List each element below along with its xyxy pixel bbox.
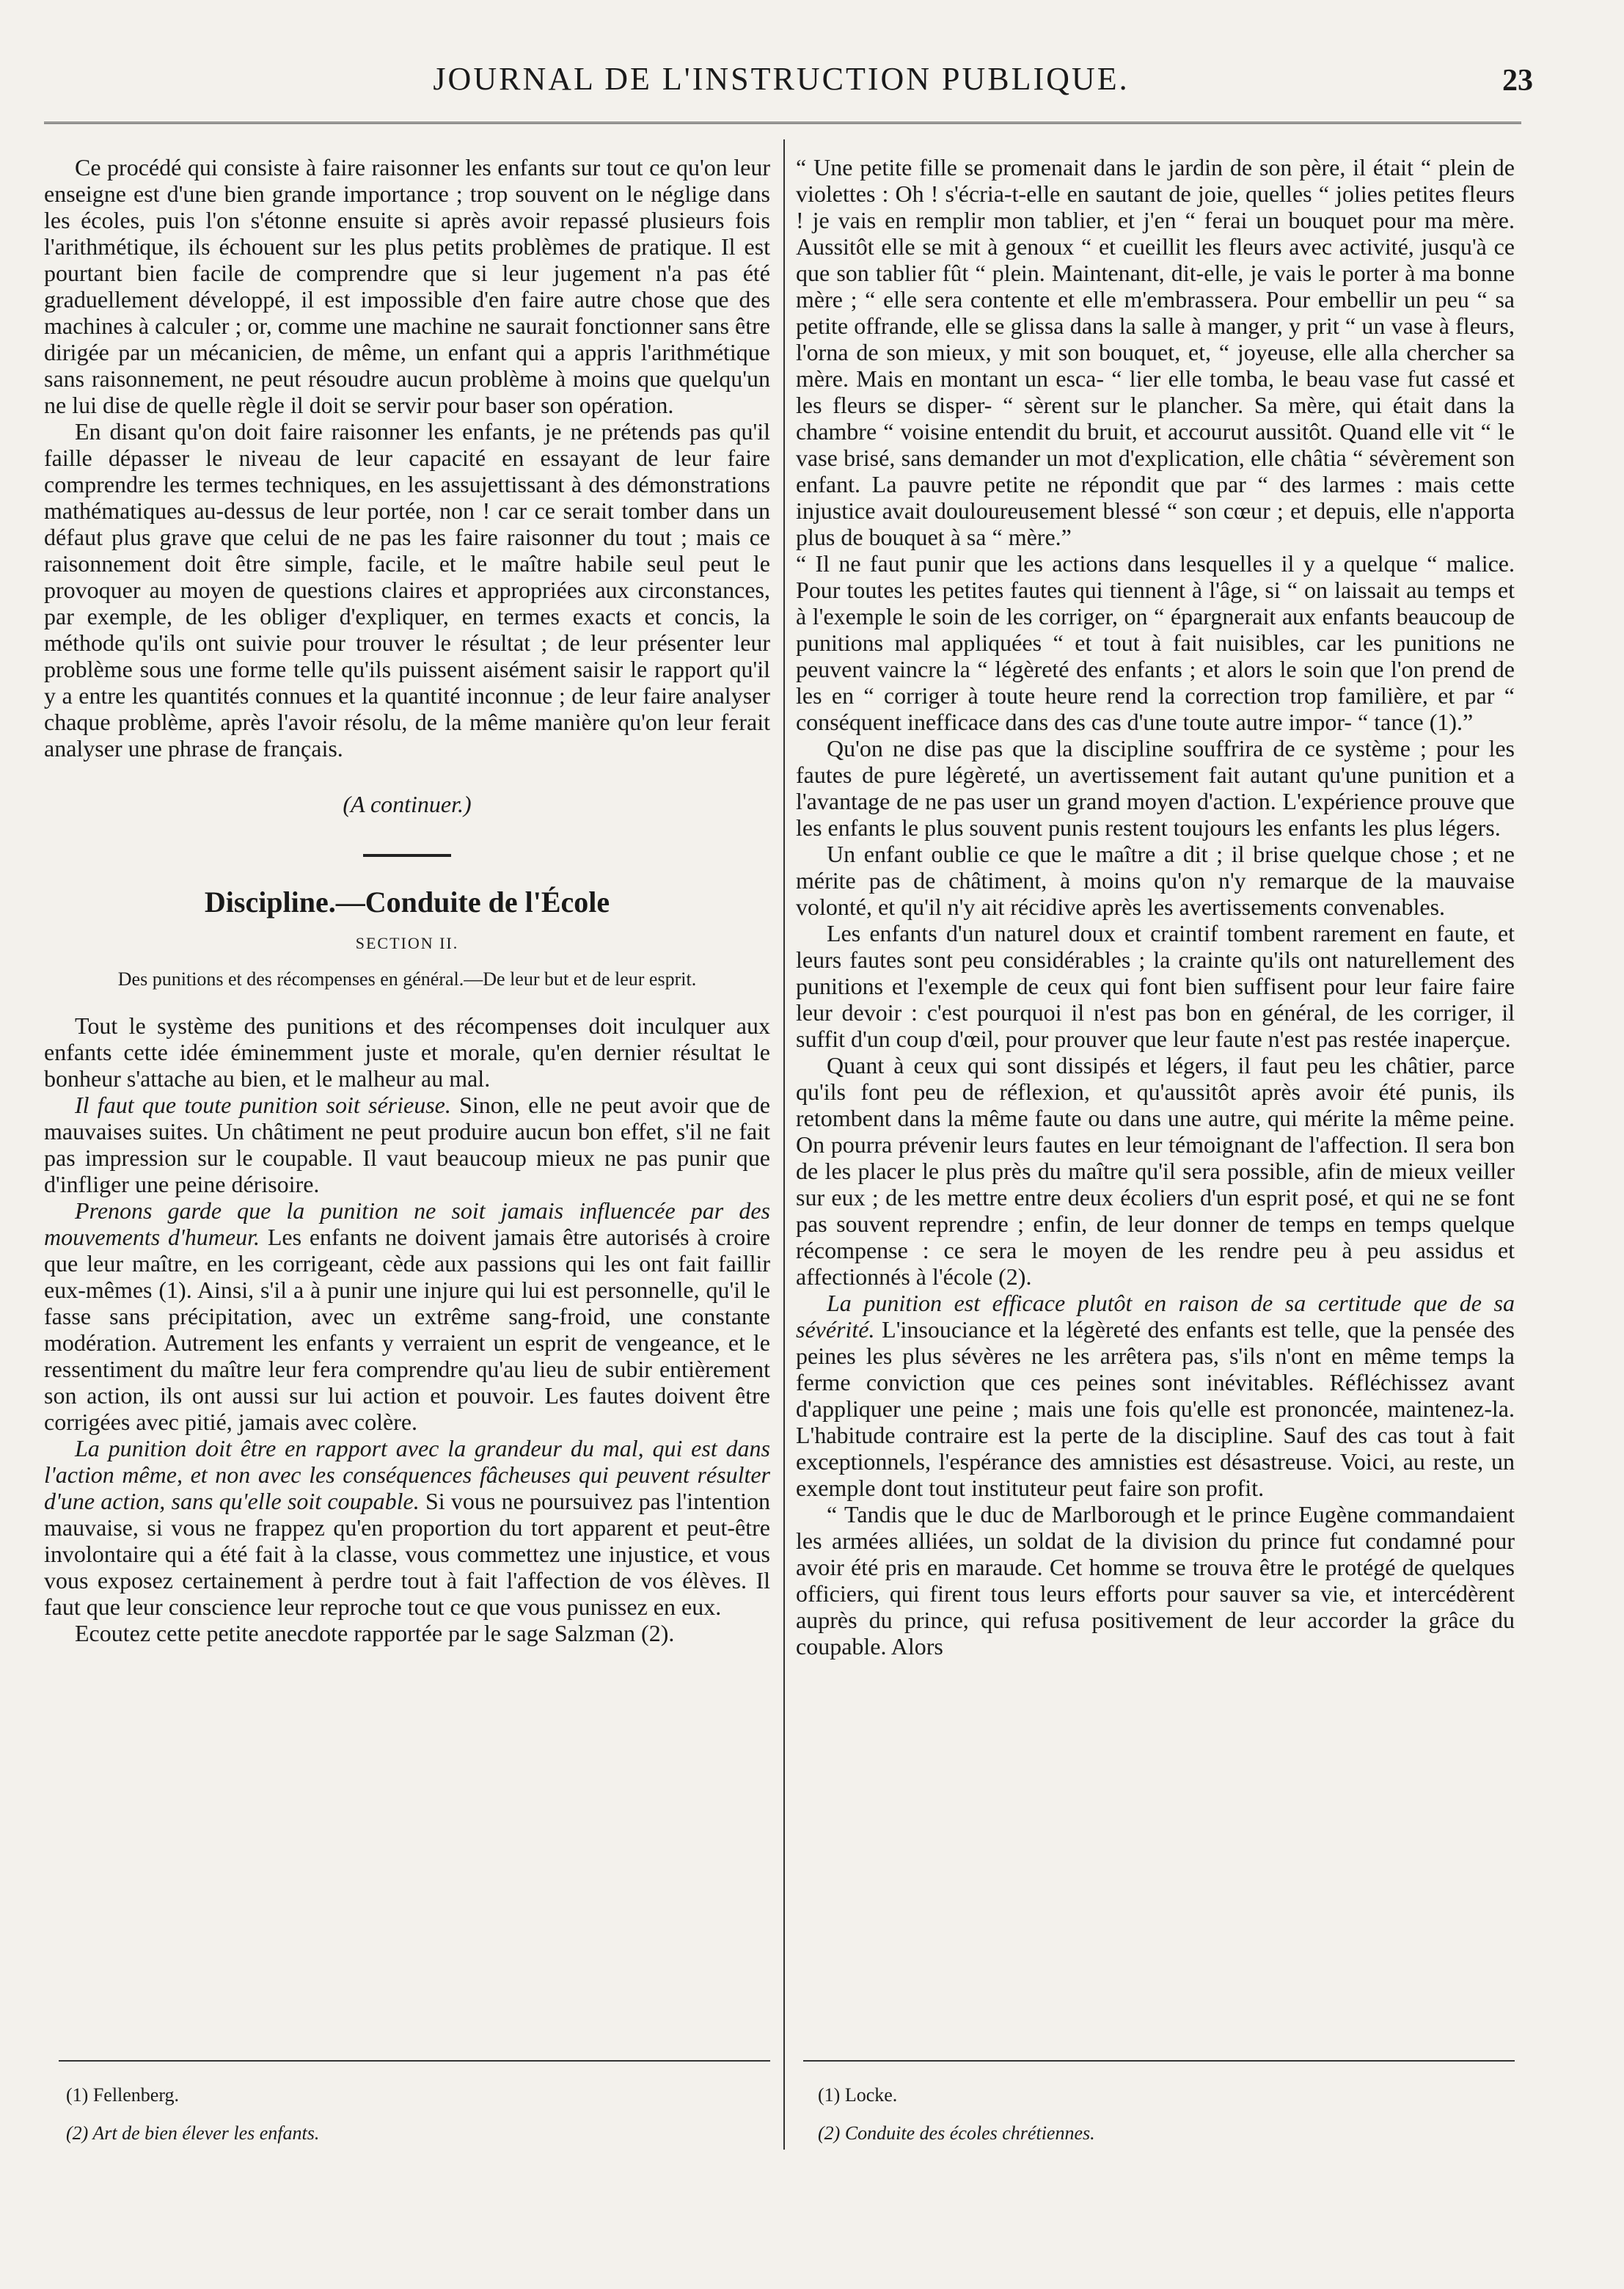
footnote-rule-left [59, 2060, 770, 2062]
page-number: 23 [1502, 64, 1533, 98]
left-column [44, 154, 770, 1646]
header-rule [44, 122, 1521, 124]
continued-note: (A continuer.) [343, 791, 472, 817]
paragraph: Un enfant oublie ce que le maître a dit ; il brise quelque chose ; et ne mérite pas de châtiment, à moins qu'on n'y remarque de la mauvaise volonté, et qu'il n'y ait récidive après les avertissements convenables. [796, 841, 1515, 920]
section-number: SECTION II. [355, 934, 459, 952]
paragraph: Les enfants d'un naturel doux et craintif tombent rarement en faute, et leurs fautes sont peu considérables ; la crainte qu'ils ont naturellement des punitions et l'exemple de ceux qui font bien suffisent pour leur faire faire leur devoir : c'est pourquoi il n'est pas bon en général, de les corriger, il suffit d'un coup d'œil, pour prouver que leur faute n'est pas restée inaperçue. [796, 920, 1515, 1052]
italic-lead: La punition est efficace plutôt en raison de sa certitude que de sa sévérité. [796, 1290, 1515, 1343]
italic-lead: Il faut que toute punition soit sérieuse. [75, 1092, 451, 1118]
italic-lead: La punition doit être en rapport avec la grandeur du mal, qui est dans l'action même, et non avec les conséquences fâcheuses qui peuvent résulter d'une action, sans qu'elle soit coupable. [44, 1435, 770, 1514]
paragraph [796, 1290, 1515, 1501]
paragraph-text: L'insouciance et la légèreté des enfants est telle, que la pensée des peines les plus sévères ne les arrêtera pas, s'ils n'ont en même temps la ferme conviction que ces peines sont inévitables. Réfléchissez avant d'appliquer une peine ; mais une fois qu'elle est prononcée, maintenez-la. L'habitude contraire est la perte de la discipline. Sauf des cas tout à fait exceptionnels, l'espérance des amnisties est désastreuse. Voici, au reste, un exemple dont tout instituteur peut faire son profit. [796, 1316, 1515, 1501]
paragraph-text: Sinon, elle ne peut avoir que de mauvaises suites. Un châtiment ne peut produire aucun bon effet, s'il ne fait pas impression sur le coupable. Il vaut beaucoup mieux ne pas punir que d'infliger une peine dérisoire. [44, 1092, 771, 1197]
paragraph: “ Tandis que le duc de Marlborough et le prince Eugène commandaient les armées alliées, un soldat de la division du prince fut condamné pour avoir été pris en maraude. Cet homme se trouva être le protégé de quelques officiers, qui firent tous leurs efforts pour sauver sa vie, et intercédèrent auprès du prince, qui refusa positivement de leur accorder la grâce du coupable. Alors [796, 1501, 1515, 1660]
footnote: (2) Art de bien élever les enfants. [66, 2122, 320, 2144]
right-column [796, 154, 1515, 1660]
footnote-rule-right [803, 2060, 1515, 2062]
paragraph [44, 1092, 770, 1197]
paragraph: Ecoutez cette petite anecdote rapportée par le sage Salzman (2). [75, 1620, 675, 1646]
footnote: (1) Fellenberg. [66, 2084, 180, 2106]
italic-lead: Prenons garde que la punition ne soit jamais influencée par des mouvements d'humeur. [44, 1197, 770, 1250]
journal-title: JOURNAL DE L'INSTRUCTION PUBLIQUE. [433, 61, 1130, 97]
paragraph [44, 1197, 770, 1435]
section-separator [363, 854, 451, 857]
section-title: Discipline.—Conduite de l'École [204, 886, 610, 919]
paragraph [44, 1435, 770, 1620]
footnote: (2) Conduite des écoles chrétiennes. [818, 2122, 1095, 2144]
paragraph: Quant à ceux qui sont dissipés et légers, il faut peu les châtier, parce qu'ils font peu de réflexion, et qu'aussitôt après avoir été punis, ils retombent dans la même faute ou dans une autre, qui mérite la même peine. On pourra prévenir leurs fautes en leur témoignant de l'affection. Il sera bon de les placer le plus près du maître qu'il sera possible, afin de mieux veiller sur eux ; de les mettre entre deux écoliers d'un esprit posé, et qui ne se font pas souvent reprendre ; enfin, de leur donner de temps en temps quelque récompense : ce sera le moyen de les rendre peu à peu assidus et affectionnés à l'école (2). [796, 1052, 1515, 1290]
paragraph: Ce procédé qui consiste à faire raisonner les enfants sur tout ce qu'on leur enseigne est d'une bien grande importance ; trop souvent on le néglige dans les écoles, puis l'on s'étonne ensuite si après avoir repassé plusieurs fois l'arithmétique, ils échouent sur les plus petits problèmes de pratique. Il est pourtant bien facile de comprendre que si leur jugement n'a pas été graduellement développé, il est impossible d'en faire autre chose que des machines à calculer ; or, comme une machine ne saurait fonctionner sans être dirigée par un mécanicien, de même, un enfant qui a appris l'arithmétique sans raisonnement, ne peut résoudre aucun problème à moins que quelqu'un ne lui dise de quelle règle il doit se servir pour baser son opération. [44, 154, 770, 418]
paragraph-text: Si vous ne poursuivez pas l'intention mauvaise, si vous ne frappez qu'en proportion du tort apparent et peut-être involontaire qui a été fait à la classe, vous commettez une injustice, et vous vous exposez certainement à perdre tout à fait l'affection de vos élèves. Il faut que leur conscience leur reproche tout ce que vous punissez en eux. [44, 1488, 771, 1620]
quoted-paragraph: “ Il ne faut punir que les actions dans lesquelles il y a quelque “ malice. Pour toutes les petites fautes qui tiennent à l'âge, si “ on laissait au temps et à l'exemple le soin de les corriger, on “ épargnerait aux enfants beaucoup de punitions mal appliquées “ et tout à fait nuisibles, car les punitions ne peuvent vaincre la “ légèreté des enfants ; et alors le soin que l'on prend de les en “ corriger à toute heure rend la correction trop familière, et par “ conséquent inefficace dans des cas d'une toute autre impor- “ tance (1).” [796, 550, 1515, 735]
page-header [44, 60, 1533, 112]
paragraph: Qu'on ne dise pas que la discipline souffrira de ce système ; pour les fautes de pure légèreté, un avertissement fait autant qu'une punition et a l'avantage de ne pas user un grand moyen d'action. L'expérience prouve que les enfants le plus souvent punis restent toujours les enfants les plus légers. [796, 735, 1515, 841]
footnote: (1) Locke. [818, 2084, 898, 2106]
paragraph: Tout le système des punitions et des récompenses doit inculquer aux enfants cette idée éminemment juste et morale, qu'en dernier résultat le bonheur s'attache au bien, et le malheur au mal. [44, 1012, 770, 1092]
paragraph-text: Les enfants ne doivent jamais être autorisés à croire que leur maître, en les corrigeant, cède aux passions qui les ont fait faillir eux-mêmes (1). Ainsi, s'il a à punir une injure qui lui est personnelle, qu'il le fasse sans précipitation, avec un extrême sang-froid, une constante modération. Autrement les enfants y verraient un esprit de vengeance, et le ressentiment du maître leur fera comprendre qu'au lieu de subir entièrement son action, ils ont aussi sur lui action et pouvoir. Les fautes doivent être corrigées avec pitié, jamais avec colère. [44, 1224, 771, 1435]
section-description: Des punitions et des récompenses en général.—De leur but et de leur esprit. [117, 968, 697, 990]
footnotes-left [66, 2076, 319, 2153]
column-divider [783, 139, 785, 2150]
quoted-paragraph: “ Une petite fille se promenait dans le jardin de son père, il était “ plein de violettes : Oh ! s'écria-t-elle en sautant de joie, quelles “ jolies petites fleurs ! je vais en remplir mon tablier, et j'en “ ferai un bouquet pour ma mère. Aussitôt elle se mit à genoux “ et cueillit les fleurs avec activité, jusqu'à ce que son tablier fût “ plein. Maintenant, dit-elle, je vais le porter à ma bonne mère ; “ elle sera contente et elle m'embrassera. Pour embellir un peu “ sa petite offrande, elle se glissa dans la salle à manger, y prit “ un vase à fleurs, l'orna de son mieux, y mit son bouquet, et, “ joyeuse, elle alla chercher sa mère. Mais en montant un esca- “ lier elle tomba, le beau vase fut cassé et les fleurs se disper- “ sèrent sur le plancher. Sa mère, qui était dans la chambre “ voisine entendit du bruit, et accourut aussitôt. Quand elle vit “ le vase brisé, sans demander un mot d'explication, elle châtia “ sévèrement son enfant. La pauvre petite ne répondit que par “ des larmes : mais cette injustice avait douloureusement blessé “ son cœur ; et depuis, elle n'apporta plus de bouquet à sa “ mère.” [796, 154, 1515, 550]
paragraph: En disant qu'on doit faire raisonner les enfants, je ne prétends pas qu'il faille dépasser le niveau de leur capacité en essayant de leur faire comprendre les termes techniques, en les assujettissant à des démonstrations mathématiques au-dessus de leur portée, non ! car ce serait tomber dans un défaut plus grave que celui de ne pas les faire raisonner du tout ; mais ce raisonnement doit être simple, facile, et le maître habile seul peut le provoquer au moyen de questions claires et appropriées aux circonstances, par exemple, de les obliger d'expliquer, en termes exacts et concis, la méthode qu'ils ont suivie pour trouver le résultat ; de leur présenter leur problème sous une forme telle qu'ils puissent aisément saisir le rapport qu'il y a entre les quantités connues et la quantité inconnue ; de leur faire analyser chaque problème, après l'avoir résolu, de la même manière qu'on leur ferait analyser une phrase de français. [44, 418, 770, 762]
footnotes-right [818, 2076, 1095, 2153]
